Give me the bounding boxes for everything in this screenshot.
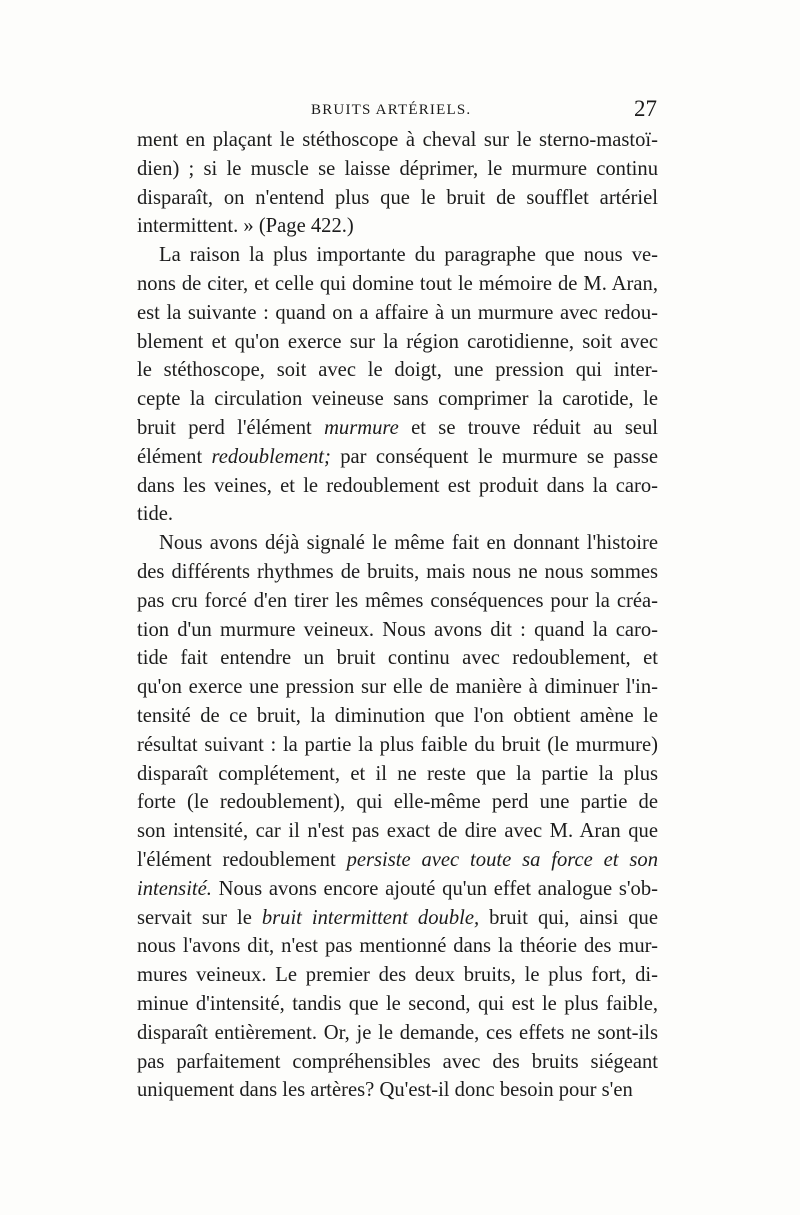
text-segment: intermittent. » (Page 422.): [137, 215, 354, 238]
text-line: [137, 1076, 658, 1105]
text-segment: des différents rhythmes de bruits, mais nous ne nous sommes: [137, 560, 658, 583]
text-line: [137, 270, 658, 299]
text-line: [137, 414, 658, 443]
text-line: [137, 500, 658, 529]
text-segment: blement et qu'on exerce sur la région carotidienne, soit avec: [137, 330, 658, 353]
text-line: [137, 788, 658, 817]
page-number: 27: [634, 96, 657, 121]
text-line: [137, 184, 658, 213]
text-segment: pas parfaitement compréhensibles avec des bruits siégeant: [137, 1050, 658, 1073]
text-segment: bruit qui, ainsi que: [479, 906, 658, 929]
text-line: [137, 155, 658, 184]
text-line: [137, 1048, 658, 1077]
text-line: [137, 731, 658, 760]
text-line: [137, 587, 658, 616]
text-segment: le stéthoscope, soit avec le doigt, une pression qui inter-: [137, 359, 658, 382]
text-segment: son intensité, car il n'est pas exact de dire avec M. Aran que: [137, 820, 658, 843]
text-segment: l'élément redoublement: [137, 848, 347, 871]
text-segment: disparaît, on n'entend plus que le bruit de soufflet artériel: [137, 186, 658, 209]
text-segment: pas cru forcé d'en tirer les mêmes conséquences pour la créa-: [137, 589, 658, 612]
italic-text: intensité.: [137, 877, 212, 900]
text-line: [137, 875, 658, 904]
text-segment: tensité de ce bruit, la diminution que l'on obtient amène le: [137, 704, 658, 727]
text-segment: et se trouve réduit au seul: [398, 416, 658, 439]
text-line: [137, 817, 658, 846]
text-line: [137, 1019, 658, 1048]
text-line: [137, 616, 658, 645]
text-segment: mures veineux. Le premier des deux bruits, le plus fort, di-: [137, 964, 658, 987]
text-line: [137, 212, 658, 241]
text-segment: élément: [137, 445, 212, 468]
text-segment: tide fait entendre un bruit continu avec redoublement, et: [137, 647, 658, 670]
text-segment: disparaît complétement, et il ne reste que la partie la plus: [137, 762, 658, 785]
text-segment: forte (le redoublement), qui elle-même perd une partie de: [137, 791, 658, 814]
text-line: [137, 846, 658, 875]
text-line: [137, 529, 658, 558]
text-segment: dans les veines, et le redoublement est produit dans la caro-: [137, 474, 658, 497]
text-segment: qu'on exerce une pression sur elle de manière à diminuer l'in-: [137, 676, 658, 699]
text-line: [137, 932, 658, 961]
text-segment: est la suivante : quand on a affaire à un murmure avec redou-: [137, 301, 658, 324]
text-line: [137, 760, 658, 789]
text-line: [137, 356, 658, 385]
text-segment: disparaît entièrement. Or, je le demande, ces effets ne sont-ils: [137, 1021, 658, 1044]
italic-text: redoublement;: [211, 445, 331, 468]
text-line: [137, 673, 658, 702]
text-line: [137, 241, 658, 270]
text-line: [137, 904, 658, 933]
text-segment: minue d'intensité, tandis que le second, qui est le plus faible,: [137, 992, 658, 1015]
text-line: [137, 961, 658, 990]
text-line: [137, 126, 658, 155]
text-segment: cepte la circulation veineuse sans comprimer la carotide, le: [137, 388, 658, 411]
text-line: [137, 443, 658, 472]
italic-text: bruit intermittent double,: [261, 906, 480, 929]
text-segment: bruit perd l'élément: [137, 416, 325, 439]
page-header: [137, 96, 657, 126]
running-title: BRUITS ARTÉRIELS.: [311, 102, 472, 118]
text-line: [137, 385, 658, 414]
text-segment: nons de citer, et celle qui domine tout le mémoire de M. Aran,: [137, 272, 658, 295]
text-line: [137, 299, 658, 328]
text-line: [137, 328, 658, 357]
text-segment: Nous avons déjà signalé le même fait en donnant l'histoire: [159, 532, 658, 555]
text-segment: uniquement dans les artères? Qu'est-il donc besoin pour s'en: [137, 1079, 633, 1102]
italic-text: persiste avec toute sa force et son: [346, 848, 658, 871]
text-segment: La raison la plus importante du paragraphe que nous ve-: [159, 244, 658, 267]
italic-text: murmure: [324, 416, 399, 439]
text-line: [137, 644, 658, 673]
text-segment: Nous avons encore ajouté qu'un effet analogue s'ob-: [211, 877, 658, 900]
text-line: [137, 990, 658, 1019]
text-line: [137, 558, 658, 587]
text-line: [137, 472, 658, 501]
text-segment: nous l'avons dit, n'est pas mentionné dans la théorie des mur-: [137, 935, 658, 958]
text-segment: tide.: [137, 503, 174, 526]
text-segment: ment en plaçant le stéthoscope à cheval sur le sterno-mastoï-: [137, 129, 658, 151]
text-segment: par conséquent le murmure se passe: [330, 445, 658, 468]
text-line: [137, 702, 658, 731]
text-segment: tion d'un murmure veineux. Nous avons dit : quand la caro-: [137, 618, 658, 641]
body-text: [137, 126, 658, 1105]
text-segment: résultat suivant : la partie la plus faible du bruit (le murmure): [137, 733, 658, 756]
text-segment: servait sur le: [137, 906, 262, 929]
text-segment: dien) ; si le muscle se laisse déprimer, le murmure continu: [137, 157, 658, 180]
